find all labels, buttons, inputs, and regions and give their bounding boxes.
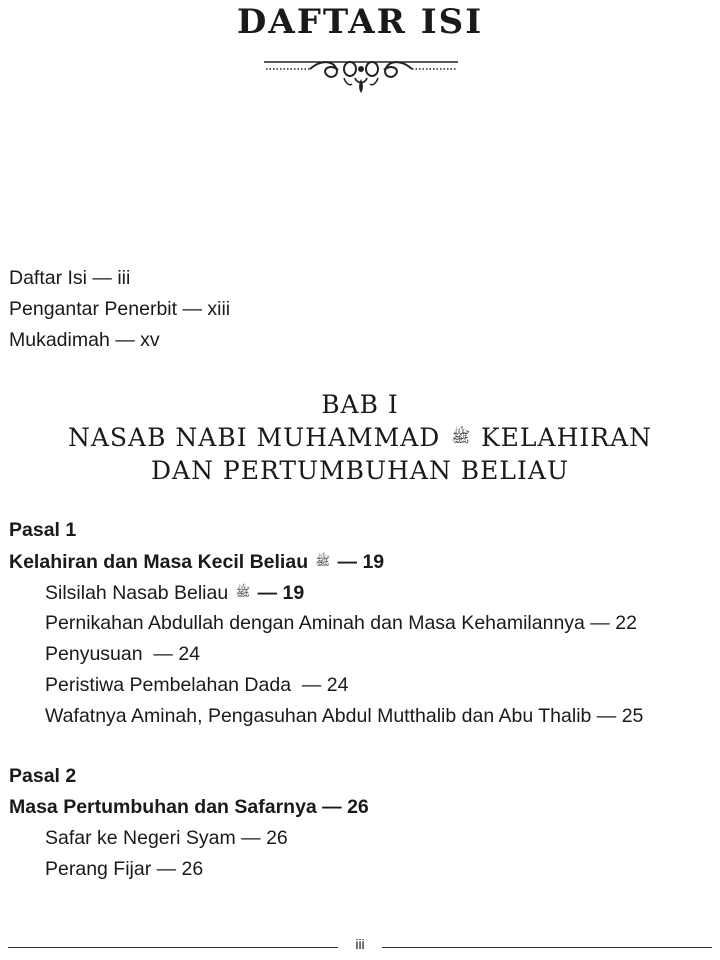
decorative-flourish-icon: [262, 52, 460, 96]
toc-entry-penyusuan[interactable]: Penyusuan — 24: [45, 643, 201, 665]
section-label-pasal-2: Pasal 2: [9, 765, 77, 787]
saw-honorific-icon: ﷺ: [451, 428, 471, 447]
toc-entry-safar-syam[interactable]: Safar ke Negeri Syam — 26: [45, 827, 288, 849]
toc-entry-pernikahan[interactable]: Pernikahan Abdullah dengan Aminah dan Masa Kehamilannya — 22: [45, 612, 637, 634]
toc-heading-masa-pertumbuhan[interactable]: Masa Pertumbuhan dan Safarnya — 26: [9, 796, 369, 818]
toc-heading-kelahiran[interactable]: [9, 546, 384, 577]
chapter-title-text-after: KELAHIRAN: [481, 423, 653, 452]
toc-entry-pengantar-penerbit[interactable]: Pengantar Penerbit — xiii: [9, 298, 231, 320]
toc-heading-page: — 19: [337, 551, 385, 574]
toc-entry-silsilah-nasab[interactable]: [45, 577, 304, 608]
page-number: iii: [355, 936, 365, 952]
saw-honorific-icon: ﷺ: [315, 554, 331, 568]
section-label-pasal-1: Pasal 1: [9, 519, 77, 541]
toc-entry-page: — 19: [257, 582, 305, 605]
page-title: DAFTAR ISI: [236, 2, 484, 42]
chapter-label: BAB I: [321, 390, 399, 419]
saw-honorific-icon: ﷺ: [235, 585, 251, 599]
toc-heading-text: Kelahiran dan Masa Kecil Beliau: [9, 551, 309, 574]
toc-entry-perang-fijar[interactable]: Perang Fijar — 26: [45, 858, 204, 880]
chapter-title-line1: [0, 421, 720, 454]
chapter-title-text: NASAB NABI MUHAMMAD: [67, 423, 441, 452]
chapter-title-line2: DAN PERTUMBUHAN BELIAU: [150, 456, 570, 485]
toc-entry-wafatnya-aminah[interactable]: Wafatnya Aminah, Pengasuhan Abdul Mutthalib dan Abu Thalib — 25: [45, 705, 644, 727]
toc-entry-mukadimah[interactable]: Mukadimah — xv: [9, 329, 160, 351]
footer-rule-left: [8, 947, 338, 948]
toc-entry-text: Silsilah Nasab Beliau: [45, 582, 229, 605]
toc-entry-daftar-isi[interactable]: Daftar Isi — iii: [9, 267, 131, 289]
footer-rule-right: [382, 947, 712, 948]
toc-entry-pembelahan-dada[interactable]: Peristiwa Pembelahan Dada — 24: [45, 674, 349, 696]
